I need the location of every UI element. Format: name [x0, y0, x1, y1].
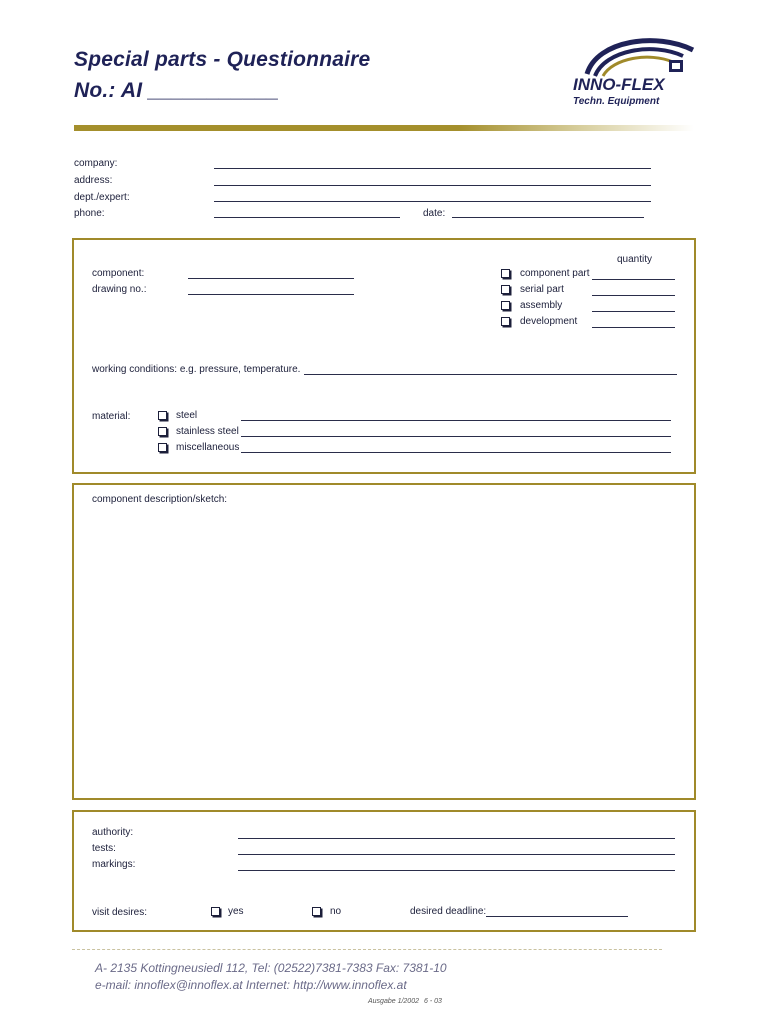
questionnaire-number: No.: AI ___________: [74, 79, 279, 102]
component-label: component:: [92, 268, 145, 279]
steel-label: steel: [176, 410, 198, 421]
tests-field[interactable]: [238, 854, 675, 855]
visit-no-checkbox[interactable]: [312, 907, 321, 916]
sketch-label: component description/sketch:: [92, 494, 228, 505]
serial-part-quantity[interactable]: [592, 295, 675, 296]
footer-page-number: 6 - 03: [424, 998, 442, 1005]
page-title: Special parts - Questionnaire: [74, 48, 371, 71]
company-label: company:: [74, 158, 118, 169]
footer-contact: e-mail: innoflex@innoflex.at Internet: http://www.innoflex.at: [95, 978, 407, 992]
address-field[interactable]: [214, 185, 651, 186]
markings-label: markings:: [92, 859, 136, 870]
company-logo: [565, 30, 700, 112]
quantity-header: quantity: [617, 254, 653, 265]
stainless-steel-checkbox[interactable]: [158, 427, 167, 436]
approval-box: [72, 810, 696, 932]
stainless-steel-label: stainless steel: [176, 426, 239, 437]
company-field[interactable]: [214, 168, 651, 169]
component-part-quantity[interactable]: [592, 279, 675, 280]
drawing-label: drawing no.:: [92, 284, 147, 295]
dept-field[interactable]: [214, 201, 651, 202]
assembly-quantity[interactable]: [592, 311, 675, 312]
phone-label: phone:: [74, 208, 105, 219]
deadline-field[interactable]: [486, 916, 628, 917]
sketch-box[interactable]: [72, 483, 696, 800]
tests-label: tests:: [92, 843, 116, 854]
serial-part-checkbox[interactable]: [501, 285, 510, 294]
phone-field[interactable]: [214, 217, 400, 218]
deadline-label: desired deadline:: [410, 906, 487, 917]
footer-address: A- 2135 Kottingneusiedl 112, Tel: (02522)7381-7383 Fax: 7381-10: [95, 961, 447, 975]
footer-edition: Ausgabe 1/2002: [368, 998, 419, 1005]
steel-field[interactable]: [241, 420, 671, 421]
development-checkbox[interactable]: [501, 317, 510, 326]
development-quantity[interactable]: [592, 327, 675, 328]
development-label: development: [520, 316, 578, 327]
authority-field[interactable]: [238, 838, 675, 839]
address-label: address:: [74, 175, 113, 186]
date-field[interactable]: [452, 217, 644, 218]
visit-yes-checkbox[interactable]: [211, 907, 220, 916]
serial-part-label: serial part: [520, 284, 564, 295]
miscellaneous-label: miscellaneous: [176, 442, 240, 453]
steel-checkbox[interactable]: [158, 411, 167, 420]
date-label: date:: [423, 208, 446, 219]
part-details-box: [72, 238, 696, 474]
material-label: material:: [92, 411, 131, 422]
visit-label: visit desires:: [92, 907, 148, 918]
component-part-label: component part: [520, 268, 590, 279]
visit-no-label: no: [330, 906, 342, 917]
working-conditions-label: working conditions: e.g. pressure, temperature.: [92, 364, 301, 375]
logo-wordmark: INNO-FLEX: [573, 75, 665, 94]
assembly-label: assembly: [520, 300, 563, 311]
visit-yes-label: yes: [228, 906, 244, 917]
drawing-field[interactable]: [188, 294, 354, 295]
footer-divider: [72, 949, 662, 950]
header-rule: [74, 125, 694, 131]
logo-subtitle: Techn. Equipment: [573, 96, 660, 107]
working-conditions-field[interactable]: [304, 374, 677, 375]
dept-label: dept./expert:: [74, 192, 130, 203]
miscellaneous-field[interactable]: [241, 452, 671, 453]
miscellaneous-checkbox[interactable]: [158, 443, 167, 452]
component-field[interactable]: [188, 278, 354, 279]
stainless-steel-field[interactable]: [241, 436, 671, 437]
markings-field[interactable]: [238, 870, 675, 871]
component-part-checkbox[interactable]: [501, 269, 510, 278]
authority-label: authority:: [92, 827, 134, 838]
assembly-checkbox[interactable]: [501, 301, 510, 310]
